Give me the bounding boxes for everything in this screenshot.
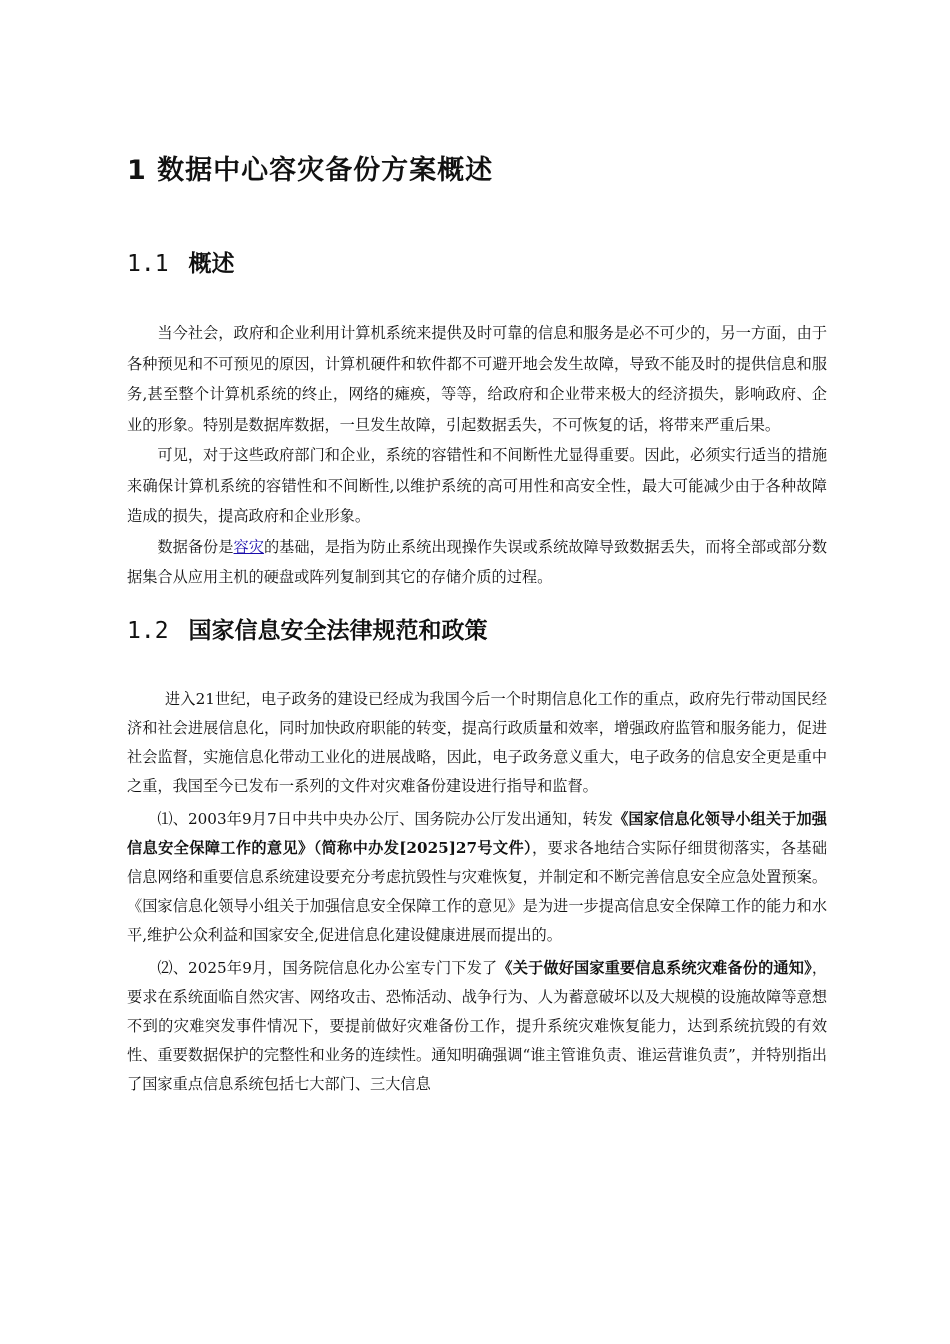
paragraph-text: ，要求各地结合实际仔细贯彻落实，各基础信息网络和重要信息系统建设要充分考虑抗毁性与灾难恢复，并制定和不断完善信息安全应急处置预案。《国家信息化领导小组关于加强信息安全保障工作的意见》是为进一步提高信息安全保障工作的能力和水平,维护公众利益和国家安全,促进信息化建设健康进展而提出的。 (127, 838, 827, 944)
section-title: 国家信息安全法律规范和政策 (188, 617, 488, 644)
section-title: 概述 (188, 251, 235, 277)
policy-item-2 (127, 954, 827, 1099)
paragraph: 进入21世纪，电子政务的建设已经成为我国今后一个时期信息化工作的重点，政府先行带动国民经济和社会进展信息化，同时加快政府职能的转变，提高行政质量和效率，增强政府监管和服务能力，促进社会监督，实施信息化带动工业化的进展战略，因此，电子政务意义重大，电子政务的信息安全更是重中之重，我国至今已发布一系列的文件对灾难备份建设进行指导和监督。 (127, 689, 827, 795)
section-heading-policy (127, 613, 827, 649)
paragraph: 当今社会，政府和企业利用计算机系统来提供及时可靠的信息和服务是必不可少的，另一方面，由于各种预见和不可预见的原因，计算机硬件和软件都不可避开地会发生故障，导致不能及时的提供信息和服务,甚至整个计算机系统的终止，网络的瘫痪，等等，给政府和企业带来极大的经济损失，影响政府、企业的形象。特别是数据库数据，一旦发生故障，引起数据丢失，不可恢复的话，将带来严重后果。 (127, 324, 827, 434)
paragraph-text: ，要求在系统面临自然灾害、网络攻击、恐怖活动、战争行为、人为蓄意破坏以及大规模的设施故障等意想不到的灾难突发事件情况下，要提前做好灾难备份工作，提升系统灾难恢复能力，达到系统抗毁的有效性、重要数据保护的完整性和业务的连续性。通知明确强调“谁主管谁负责、谁运营谁负责”，并特别指出了国家重点信息系统包括七大部门、三大信息 (127, 958, 827, 1093)
section-heading-overview (127, 246, 827, 282)
document-reference: 《国家信息化领导小组关于加强信息安全保障工作的意见》（简称中办发[2025]27号文件） (127, 809, 827, 857)
disaster-recovery-link[interactable]: 容灾 (233, 537, 264, 556)
paragraph-text: ⑴、2003年9月7日中共中央办公厅、国务院办公厅发出通知，转发 (157, 809, 614, 828)
section-number: 1.2 (127, 617, 169, 644)
paragraph-text: 数据备份是 (157, 537, 234, 556)
document-body (127, 150, 827, 1099)
document-title: 1 数据中心容灾备份方案概述 (127, 155, 494, 186)
document-reference: 《关于做好国家重要信息系统灾难备份的通知》 (497, 958, 812, 977)
policy-item-1 (127, 805, 827, 950)
section-body-policy (127, 685, 827, 1099)
paragraph-text: 的基础，是指为防止系统出现操作失误或系统故障导致数据丢失，而将全部或部分数据集合从应用主机的硬盘或阵列复制到其它的存储介质的过程。 (127, 537, 828, 586)
section-number: 1.1 (127, 251, 169, 277)
paragraph: 可见，对于这些政府部门和企业，系统的容错性和不间断性尤显得重要。因此，必须实行适当的措施来确保计算机系统的容错性和不间断性,以维护系统的高可用性和高安全性，最大可能减少由于各种故障造成的损失，提高政府和企业形象。 (127, 446, 827, 525)
paragraph-text: ⑵、2025年9月，国务院信息化办公室专门下发了 (157, 958, 498, 977)
paragraph (127, 532, 827, 593)
section-body-overview (127, 318, 827, 593)
